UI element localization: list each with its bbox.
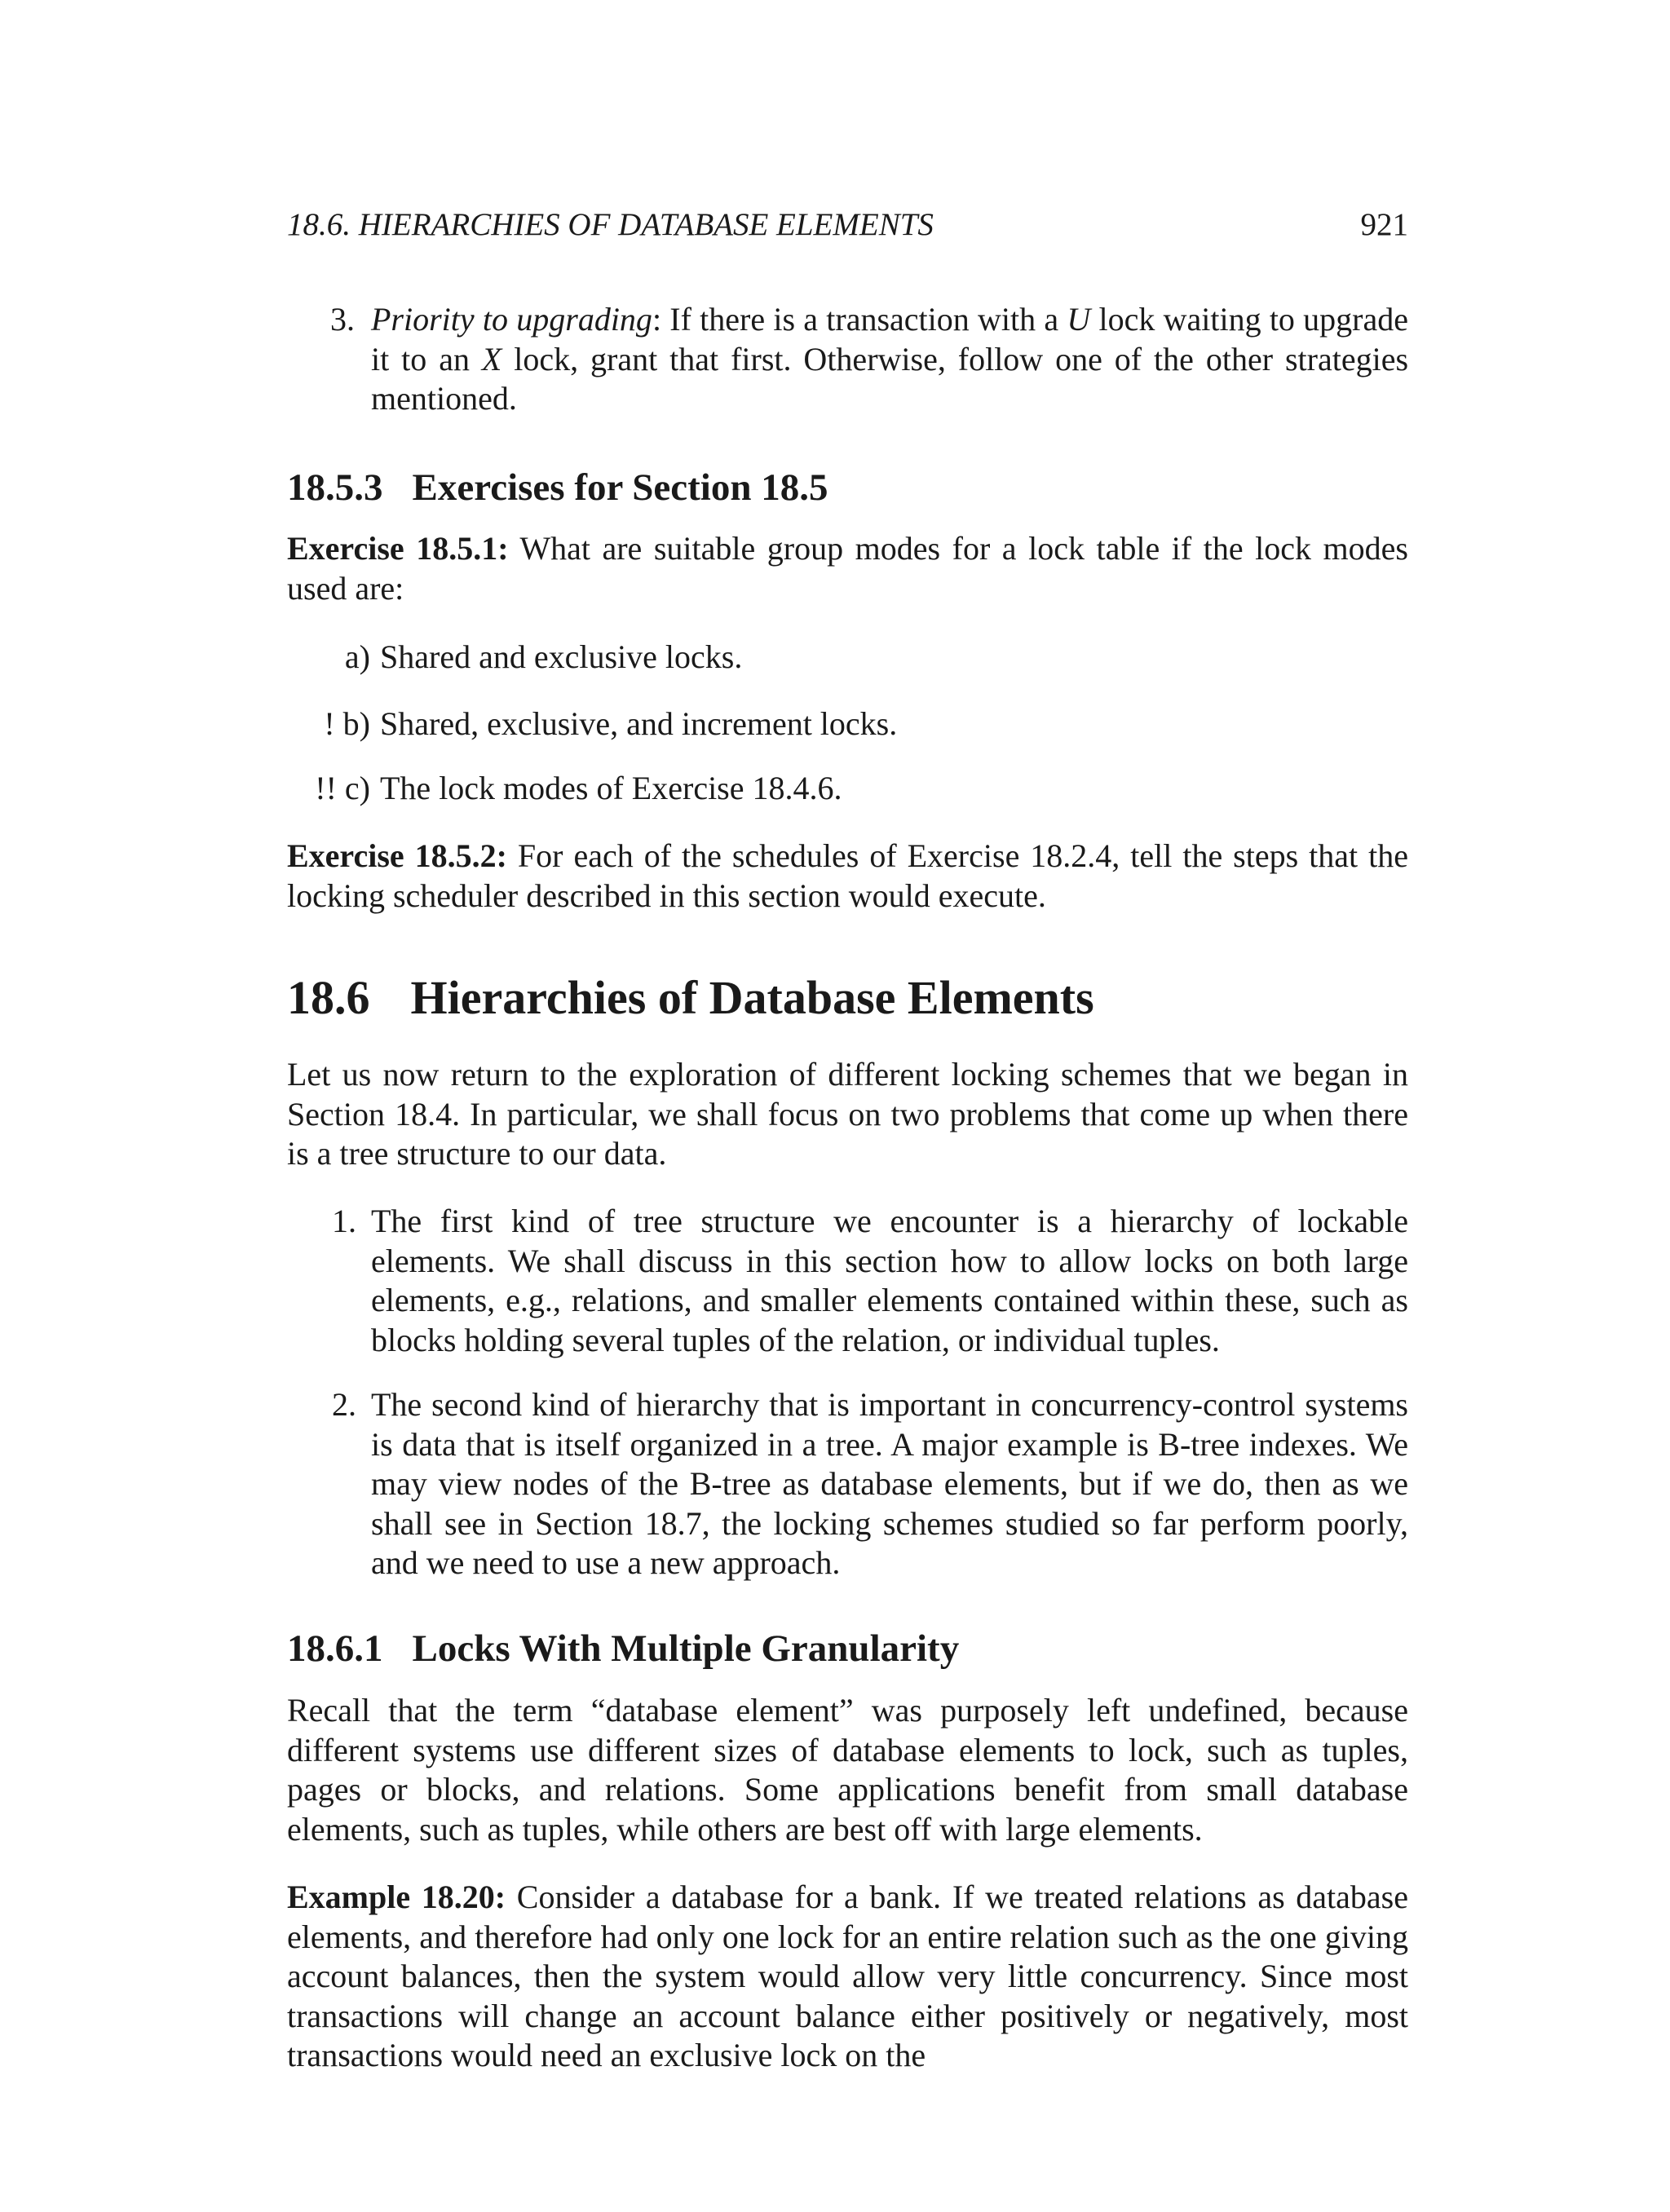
list-marker: 3. [330,301,355,338]
subsection-title: Exercises for Section 18.5 [412,466,828,509]
list-marker: 2. [332,1386,356,1423]
list-item-1 [287,1202,1408,1360]
running-header [287,205,1408,245]
exercise-part-c [287,769,1408,809]
section-number: 18.6 [287,971,370,1024]
part-text: Shared, exclusive, and increment locks. [380,705,898,742]
exercise-text: For each of the schedules of Exercise 18.2.4, tell the steps that the locking scheduler described in this section would execute. [287,837,1408,914]
list-item-2 [287,1385,1408,1583]
list-item-text: The first kind of tree structure we encounter is a hierarchy of lockable elements. We shall discuss in this section how to allow locks on both large elements, e.g., relations, and smaller elements contained within these, such as blocks holding several tuples of the relation, or individual tuples. [371,1203,1408,1358]
priority-item-text: Priority to upgrading: If there is a transaction with a U lock waiting to upgrade it to an X lock, grant that first. Otherwise, follow one of the other strategies mentioned. [371,301,1409,417]
example-label: Example 18.20: [287,1879,506,1915]
priority-item [287,300,1408,419]
exercise-label: Exercise 18.5.1: [287,530,509,567]
part-marker: a) [344,638,370,675]
exercise-part-b [287,704,1408,744]
section-title: Hierarchies of Database Elements [410,971,1094,1024]
exercise-part-a [287,638,1408,678]
page-number: 921 [1360,207,1408,242]
exercise-18-5-1 [287,529,1408,608]
running-title: 18.6. HIERARCHIES OF DATABASE ELEMENTS [287,207,934,242]
list-marker: 1. [332,1203,356,1239]
section-intro: Let us now return to the exploration of different locking schemes that we began in Section 18.4. In particular, we shall focus on two problems that come up when there is a tree structure to our data. [287,1056,1408,1172]
subsection-number: 18.5.3 [287,466,383,509]
exercise-text: What are suitable group modes for a lock table if the lock modes used are: [287,530,1408,607]
exercise-18-5-2 [287,837,1408,916]
part-marker: !! c) [315,770,370,806]
subsection-title: Locks With Multiple Granularity [412,1627,960,1670]
part-text: The lock modes of Exercise 18.4.6. [380,770,842,806]
subsection-paragraph: Recall that the term “database element” was purposely left undefined, because different systems use different sizes of database elements to lock, such as tuples, pages or blocks, and relations. Some applications benefit from small database elements, such as tuples, while others are best off with large elements. [287,1692,1408,1848]
priority-term: Priority to upgrading [371,301,652,338]
list-item-text: The second kind of hierarchy that is important in concurrency-control systems is data that is itself organized in a tree. A major example is B-tree indexes. We may view nodes of the B-tree as database elements, but if we do, then as we shall see in Section 18.7, the locking schemes studied so far perform poorly, and we need to use a new approach. [371,1386,1408,1581]
example-18-20 [287,1878,1408,2076]
section-heading [287,970,1408,1026]
part-marker: ! b) [324,705,370,742]
subsection-heading-exercises [287,465,1408,510]
part-text: Shared and exclusive locks. [380,638,743,675]
example-text: Consider a database for a bank. If we treated relations as database elements, and therefore had only one lock for an entire relation such as the one giving account balances, then the system would allow very little concurrency. Since most transactions will change an account balance either positively or negatively, most transactions would need an exclusive lock on the [287,1879,1408,2073]
subsection-number: 18.6.1 [287,1627,383,1670]
exercise-label: Exercise 18.5.2: [287,837,507,874]
subsection-heading-locks [287,1626,1408,1671]
